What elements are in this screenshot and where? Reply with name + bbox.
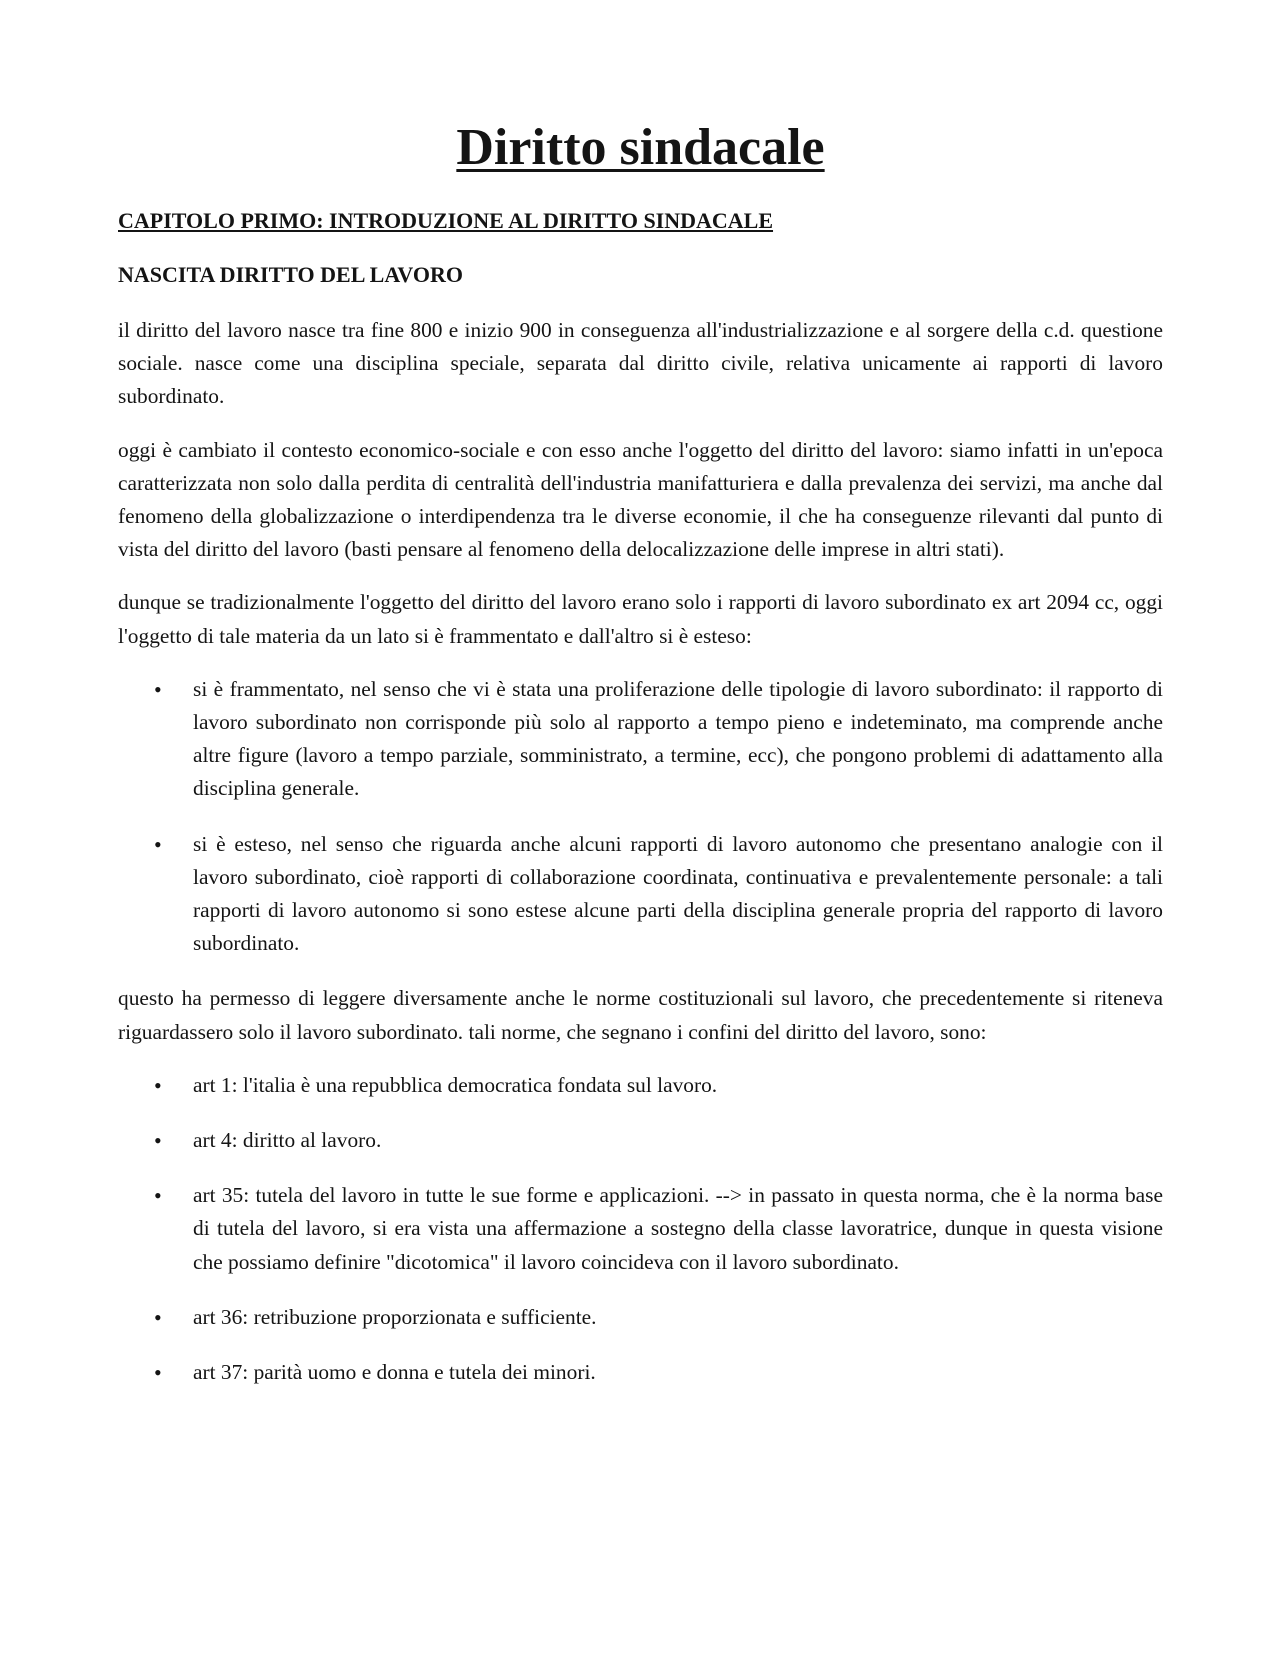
bullet-icon: • xyxy=(154,1360,162,1386)
paragraph: il diritto del lavoro nasce tra fine 800 e inizio 900 in conseguenza all'industrializzazione e al sorgere della c.d. questione sociale. nasce come una disciplina speciale, separata dal diritto civile, relativa unicamente ai rapporti di lavoro subordinato. xyxy=(118,318,1163,409)
list-item xyxy=(118,1179,1163,1279)
list-item xyxy=(118,1069,1163,1102)
paragraph: dunque se tradizionalmente l'oggetto del diritto del lavoro erano solo i rapporti di lavoro subordinato ex art 2094 cc, oggi l'oggetto di tale materia da un lato si è frammentato e dall'altro si è esteso: xyxy=(118,590,1163,648)
paragraph: oggi è cambiato il contesto economico-sociale e con esso anche l'oggetto del diritto del lavoro: siamo infatti in un'epoca caratterizzata non solo dalla perdita di centralità dell'industria manifatturiera e dalla prevalenza dei servizi, ma anche dal fenomeno della globalizzazione o interdipendenza tra le diverse economie, il che ha conseguenze rilevanti dal punto di vista del diritto del lavoro (basti pensare al fenomeno della delocalizzazione delle imprese in altri stati). xyxy=(118,437,1163,562)
list-item xyxy=(118,1356,1163,1389)
list-item-text: art 37: parità uomo e donna e tutela dei minori. xyxy=(193,1360,596,1385)
list-item xyxy=(118,673,1163,806)
bullet-icon: • xyxy=(154,1128,162,1154)
document-page xyxy=(118,110,1163,1411)
list-item-text: art 4: diritto al lavoro. xyxy=(193,1128,382,1153)
paragraph: questo ha permesso di leggere diversamente anche le norme costituzionali sul lavoro, che precedentemente si riteneva riguardassero solo il lavoro subordinato. tali norme, che segnano i confini del diritto del lavoro, sono: xyxy=(118,986,1163,1044)
list-item-text: si è esteso, nel senso che riguarda anche alcuni rapporti di lavoro autonomo che presentano analogie con il lavoro subordinato, cioè rapporti di collaborazione coordinata, continuativa e prevalentemente personale: a tali rapporti di lavoro autonomo si sono estese alcune parti della disciplina generale propria del rapporto di lavoro subordinato. xyxy=(193,831,1163,956)
list-item-text: art 35: tutela del lavoro in tutte le sue forme e applicazioni. --> in passato in questa norma, che è la norma base di tutela del lavoro, si era vista una affermazione a sostegno della classe lavoratrice, dunque in questa visione che possiamo definire "dicotomica" il lavoro coincideva con il lavoro subordinato. xyxy=(193,1183,1163,1274)
bullet-icon: • xyxy=(154,831,162,857)
bullet-icon: • xyxy=(154,676,162,702)
bullet-list-scope xyxy=(118,673,1163,961)
document-title: Diritto sindacale xyxy=(456,119,825,176)
list-item-text: art 1: l'italia è una repubblica democratica fondata sul lavoro. xyxy=(193,1072,718,1097)
bullet-list-constitution xyxy=(118,1069,1163,1389)
bullet-icon: • xyxy=(154,1072,162,1098)
list-item-text: si è frammentato, nel senso che vi è stata una proliferazione delle tipologie di lavoro subordinato: il rapporto di lavoro subordinato non corrisponde più solo al rapporto a tempo pieno e indeteminato, ma comprende anche altre figure (lavoro a tempo parziale, somministrato, a termine, ecc), che pongono problemi di adattamento alla disciplina generale. xyxy=(193,676,1163,801)
chapter-heading: CAPITOLO PRIMO: INTRODUZIONE AL DIRITTO SINDACALE xyxy=(118,208,774,233)
list-item-text: art 36: retribuzione proporzionata e sufficiente. xyxy=(193,1304,597,1329)
list-item xyxy=(118,828,1163,961)
bullet-icon: • xyxy=(154,1304,162,1330)
list-item xyxy=(118,1301,1163,1334)
section-heading: NASCITA DIRITTO DEL LAVORO xyxy=(118,262,463,287)
bullet-icon: • xyxy=(154,1183,162,1209)
list-item xyxy=(118,1124,1163,1157)
